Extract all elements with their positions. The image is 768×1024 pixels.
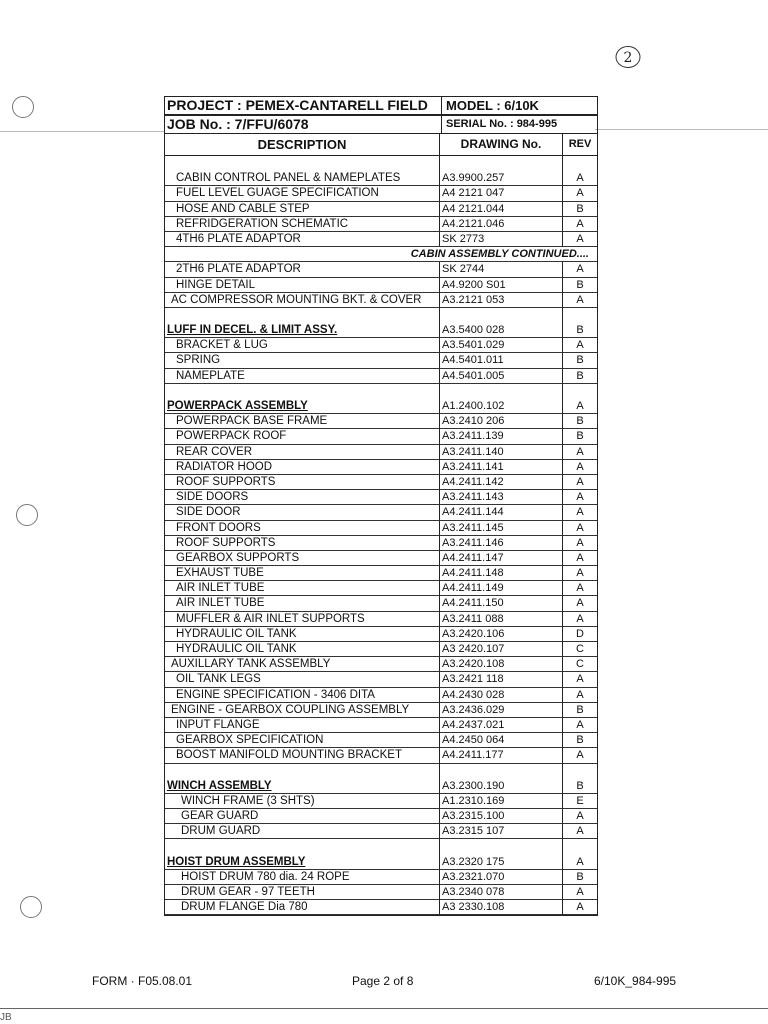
rev-cell: D <box>563 627 597 642</box>
table-row <box>165 733 597 748</box>
rev-cell: C <box>563 657 597 672</box>
table-row <box>165 779 597 794</box>
blank-row <box>165 156 597 171</box>
description-cell: INPUT FLANGE <box>165 718 440 733</box>
table-row <box>165 353 597 368</box>
table-row <box>165 855 597 870</box>
description-cell: DRUM FLANGE Dia 780 <box>165 900 440 915</box>
project-title: PROJECT : PEMEX-CANTARELL FIELD <box>165 97 442 114</box>
rev-cell: A <box>563 445 597 460</box>
description-cell <box>165 764 440 779</box>
rev-cell: A <box>563 824 597 839</box>
table-row <box>165 657 597 672</box>
drawing-number-cell: A4.5401.011 <box>440 353 563 368</box>
rev-cell: A <box>563 505 597 520</box>
rev-cell: A <box>563 566 597 581</box>
description-cell: RADIATOR HOOD <box>165 460 440 475</box>
drawing-number-cell: A3.2315.100 <box>440 809 563 824</box>
drawing-number-cell: A4.2411.150 <box>440 596 563 611</box>
rev-cell <box>563 384 597 399</box>
table-row <box>165 369 597 384</box>
section-title: WINCH ASSEMBLY <box>165 779 440 794</box>
punch-hole-bottom <box>20 896 42 918</box>
description-cell <box>165 156 440 171</box>
rev-cell: A <box>563 581 597 596</box>
table-row <box>165 445 597 460</box>
description-cell: NAMEPLATE <box>165 369 440 384</box>
rev-cell <box>563 839 597 854</box>
rev-cell: A <box>563 809 597 824</box>
drawing-number-cell: A4.2411.142 <box>440 475 563 490</box>
table-row <box>165 596 597 611</box>
rev-cell: A <box>563 171 597 186</box>
description-cell: HOIST DRUM 780 dia. 24 ROPE <box>165 870 440 885</box>
description-cell: 4TH6 PLATE ADAPTOR <box>165 232 440 247</box>
column-header-rev: REV <box>568 138 592 150</box>
description-cell: REFRIDGERATION SCHEMATIC <box>165 217 440 232</box>
description-cell: GEAR GUARD <box>165 809 440 824</box>
drawing-number-cell: A3.2420.108 <box>440 657 563 672</box>
table-row <box>165 232 597 247</box>
column-header-description: DESCRIPTION <box>165 134 440 155</box>
description-cell: POWERPACK BASE FRAME <box>165 414 440 429</box>
rev-cell: B <box>563 429 597 444</box>
drawing-number-cell: A3.5400 028 <box>440 323 563 338</box>
section-title: HOIST DRUM ASSEMBLY <box>165 855 440 870</box>
description-cell: GEARBOX SUPPORTS <box>165 551 440 566</box>
table-row <box>165 262 597 277</box>
rev-cell: A <box>563 217 597 232</box>
rev-cell: B <box>563 323 597 338</box>
table-row <box>165 612 597 627</box>
column-header-drawing: DRAWING No. <box>440 134 563 155</box>
rev-cell <box>563 308 597 323</box>
drawing-number-cell: A4.2411.144 <box>440 505 563 520</box>
drawing-number-cell: A4.2411.177 <box>440 748 563 763</box>
table-row <box>165 809 597 824</box>
description-cell <box>165 839 440 854</box>
description-cell: FRONT DOORS <box>165 521 440 536</box>
rev-cell: E <box>563 794 597 809</box>
column-headers <box>165 134 597 156</box>
rev-cell: A <box>563 521 597 536</box>
scan-rule-left <box>0 131 165 132</box>
table-row <box>165 688 597 703</box>
drawing-number-cell: A3.5401.029 <box>440 338 563 353</box>
section-title: POWERPACK ASSEMBLY <box>165 399 440 414</box>
section-title: LUFF IN DECEL. & LIMIT ASSY. <box>165 323 440 338</box>
description-cell: POWERPACK ROOF <box>165 429 440 444</box>
drawing-number-cell: A4.2411.148 <box>440 566 563 581</box>
table-row <box>165 323 597 338</box>
description-cell <box>165 308 440 323</box>
drawing-number-cell: A4.9200 S01 <box>440 278 563 293</box>
table-row <box>165 703 597 718</box>
blank-row <box>165 764 597 779</box>
drawing-number-cell: A3 2420.107 <box>440 642 563 657</box>
rev-cell: B <box>563 369 597 384</box>
rev-cell: B <box>563 278 597 293</box>
drawing-number-cell: A3 2330.108 <box>440 900 563 915</box>
rev-cell <box>563 764 597 779</box>
rev-cell: B <box>563 353 597 368</box>
blank-row <box>165 839 597 854</box>
rev-cell: A <box>563 293 597 308</box>
description-cell: HYDRAULIC OIL TANK <box>165 627 440 642</box>
table-row <box>165 551 597 566</box>
drawing-number-cell: A3.2421 118 <box>440 672 563 687</box>
drawing-number-cell: A3.2411.139 <box>440 429 563 444</box>
rev-cell: A <box>563 900 597 915</box>
table-row <box>165 505 597 520</box>
table-row <box>165 278 597 293</box>
header-row-1 <box>165 96 597 115</box>
rev-cell: A <box>563 460 597 475</box>
drawing-number-cell: A3.9900.257 <box>440 171 563 186</box>
drawing-number-cell <box>440 384 563 399</box>
description-cell: REAR COVER <box>165 445 440 460</box>
table-row <box>165 217 597 232</box>
drawing-number-cell <box>440 156 563 171</box>
punch-hole-top <box>12 96 34 118</box>
description-cell: HYDRAULIC OIL TANK <box>165 642 440 657</box>
document-reference: 6/10K_984-995 <box>594 974 677 988</box>
handwritten-page-number <box>614 44 642 70</box>
rev-cell: A <box>563 338 597 353</box>
drawing-number-cell: A3.2321.070 <box>440 870 563 885</box>
rev-cell: A <box>563 718 597 733</box>
drawing-number-cell: A3.2411.145 <box>440 521 563 536</box>
table-row <box>165 748 597 763</box>
description-cell: DRUM GEAR - 97 TEETH <box>165 885 440 900</box>
rev-cell: A <box>563 688 597 703</box>
rev-cell: C <box>563 642 597 657</box>
table-row <box>165 186 597 201</box>
table-body <box>165 156 597 915</box>
table-row <box>165 566 597 581</box>
drawing-number-cell: A3.2420.106 <box>440 627 563 642</box>
drawing-number-cell: A3.2121 053 <box>440 293 563 308</box>
rev-cell: B <box>563 779 597 794</box>
table-row <box>165 718 597 733</box>
model-label: MODEL : 6/10K <box>446 98 539 113</box>
svg-text:2: 2 <box>623 50 633 66</box>
description-cell: BRACKET & LUG <box>165 338 440 353</box>
rev-cell: B <box>563 414 597 429</box>
rev-cell: A <box>563 232 597 247</box>
table-row <box>165 429 597 444</box>
drawing-number-cell: A1.2400.102 <box>440 399 563 414</box>
drawing-number-cell: A3.2320 175 <box>440 855 563 870</box>
description-cell: HINGE DETAIL <box>165 278 440 293</box>
rev-cell <box>563 156 597 171</box>
description-cell: ENGINE - GEARBOX COUPLING ASSEMBLY <box>165 703 440 718</box>
page-indicator: Page 2 of 8 <box>352 974 414 988</box>
table-row <box>165 885 597 900</box>
table-row <box>165 460 597 475</box>
table-row <box>165 900 597 915</box>
rev-cell: A <box>563 748 597 763</box>
table-row <box>165 399 597 414</box>
table-row <box>165 475 597 490</box>
description-cell: ROOF SUPPORTS <box>165 536 440 551</box>
description-cell: SIDE DOORS <box>165 490 440 505</box>
footer-rule <box>0 1008 768 1009</box>
rev-cell: A <box>563 490 597 505</box>
rev-cell: A <box>563 551 597 566</box>
description-cell: OIL TANK LEGS <box>165 672 440 687</box>
rev-cell: A <box>563 855 597 870</box>
rev-cell: B <box>563 703 597 718</box>
rev-cell: A <box>563 262 597 277</box>
table-row <box>165 581 597 596</box>
table-row <box>165 521 597 536</box>
table-row <box>165 536 597 551</box>
drawing-number-cell: A3.2411.141 <box>440 460 563 475</box>
description-cell: SPRING <box>165 353 440 368</box>
description-cell: AIR INLET TUBE <box>165 581 440 596</box>
serial-number: SERIAL No. : 984-995 <box>446 118 558 130</box>
drawing-number-cell: A1.2310.169 <box>440 794 563 809</box>
description-cell: AUXILLARY TANK ASSEMBLY <box>165 657 440 672</box>
table-row <box>165 642 597 657</box>
rev-cell: A <box>563 536 597 551</box>
description-cell: CABIN CONTROL PANEL & NAMEPLATES <box>165 171 440 186</box>
drawing-number-cell: A4.2437.021 <box>440 718 563 733</box>
drawing-number-cell: A4.2121.046 <box>440 217 563 232</box>
description-cell: DRUM GUARD <box>165 824 440 839</box>
rev-cell: A <box>563 186 597 201</box>
drawing-number-cell: SK 2744 <box>440 262 563 277</box>
table-row <box>165 202 597 217</box>
description-cell: GEARBOX SPECIFICATION <box>165 733 440 748</box>
job-number: JOB No. : 7/FFU/6078 <box>165 116 442 133</box>
form-number: FORM · F05.08.01 <box>92 974 193 988</box>
description-cell: BOOST MANIFOLD MOUNTING BRACKET <box>165 748 440 763</box>
drawing-number-cell: A3.2411.143 <box>440 490 563 505</box>
table-row <box>165 870 597 885</box>
drawing-number-cell: A4 2121.044 <box>440 202 563 217</box>
drawing-register-table <box>164 96 598 916</box>
description-cell: HOSE AND CABLE STEP <box>165 202 440 217</box>
description-cell: FUEL LEVEL GUAGE SPECIFICATION <box>165 186 440 201</box>
blank-row <box>165 308 597 323</box>
table-row <box>165 171 597 186</box>
description-cell: 2TH6 PLATE ADAPTOR <box>165 262 440 277</box>
drawing-number-cell: A3.2436.029 <box>440 703 563 718</box>
rev-cell: B <box>563 202 597 217</box>
table-row <box>165 627 597 642</box>
drawing-number-cell <box>440 839 563 854</box>
scan-rule-right <box>595 129 768 130</box>
description-cell: AC COMPRESSOR MOUNTING BKT. & COVER <box>165 293 440 308</box>
drawing-number-cell: A4 2121 047 <box>440 186 563 201</box>
rev-cell: A <box>563 612 597 627</box>
drawing-number-cell: A4.2450 064 <box>440 733 563 748</box>
table-row <box>165 293 597 308</box>
table-row <box>165 490 597 505</box>
description-cell: AIR INLET TUBE <box>165 596 440 611</box>
corner-mark: JB <box>0 1012 12 1023</box>
drawing-number-cell: A4.2430 028 <box>440 688 563 703</box>
rev-cell: A <box>563 885 597 900</box>
drawing-number-cell: A3.2411.140 <box>440 445 563 460</box>
rev-cell: A <box>563 596 597 611</box>
table-row <box>165 338 597 353</box>
table-row <box>165 672 597 687</box>
drawing-number-cell: A3.2300.190 <box>440 779 563 794</box>
table-row <box>165 824 597 839</box>
drawing-number-cell: A3.2411.146 <box>440 536 563 551</box>
description-cell: ENGINE SPECIFICATION - 3406 DITA <box>165 688 440 703</box>
drawing-number-cell: A3.2411 088 <box>440 612 563 627</box>
drawing-number-cell: A4.2411.149 <box>440 581 563 596</box>
description-cell: ROOF SUPPORTS <box>165 475 440 490</box>
drawing-number-cell: A3.2340 078 <box>440 885 563 900</box>
table-row <box>165 414 597 429</box>
table-row <box>165 794 597 809</box>
drawing-number-cell: SK 2773 <box>440 232 563 247</box>
rev-cell: A <box>563 399 597 414</box>
drawing-number-cell: A4.5401.005 <box>440 369 563 384</box>
drawing-number-cell: A3.2410 206 <box>440 414 563 429</box>
rev-cell: A <box>563 672 597 687</box>
blank-row <box>165 384 597 399</box>
description-cell: MUFFLER & AIR INLET SUPPORTS <box>165 612 440 627</box>
drawing-number-cell <box>440 764 563 779</box>
header-row-2 <box>165 115 597 134</box>
description-cell: EXHAUST TUBE <box>165 566 440 581</box>
drawing-number-cell: A4.2411.147 <box>440 551 563 566</box>
rev-cell: A <box>563 475 597 490</box>
drawing-number-cell: A3.2315 107 <box>440 824 563 839</box>
rev-cell: B <box>563 870 597 885</box>
description-cell <box>165 384 440 399</box>
description-cell: WINCH FRAME (3 SHTS) <box>165 794 440 809</box>
punch-hole-middle <box>16 504 38 526</box>
continuation-row <box>165 247 597 262</box>
table-bottom-border <box>165 915 597 916</box>
continuation-label: CABIN ASSEMBLY CONTINUED.... <box>165 247 597 262</box>
rev-cell: B <box>563 733 597 748</box>
drawing-number-cell <box>440 308 563 323</box>
description-cell: SIDE DOOR <box>165 505 440 520</box>
